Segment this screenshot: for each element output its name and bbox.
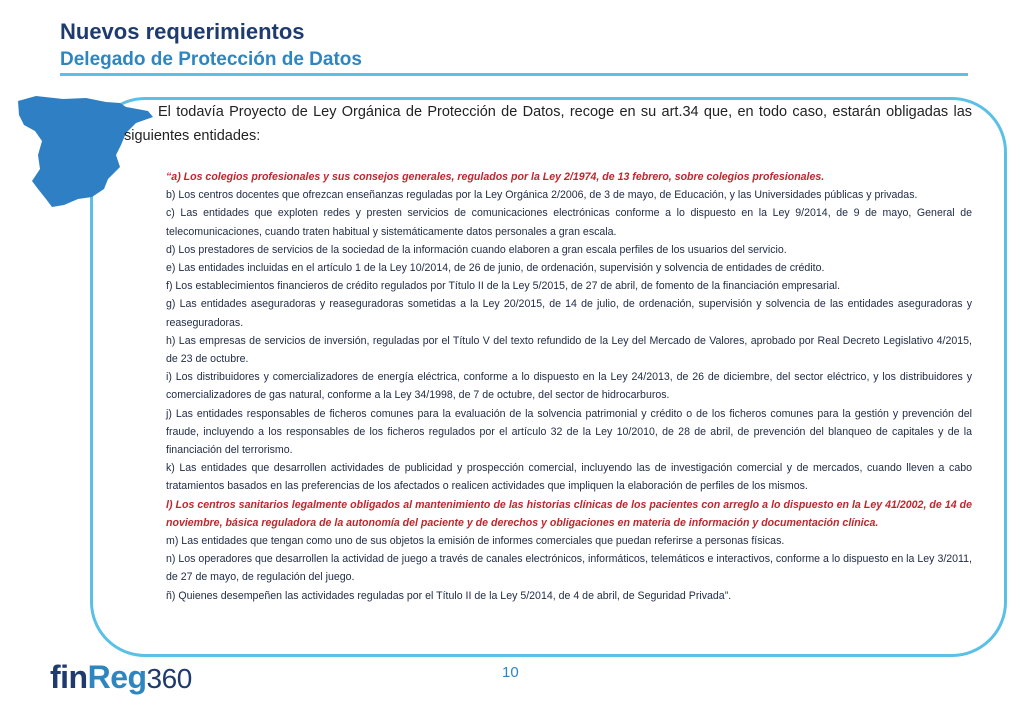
finreg360-logo — [50, 657, 192, 697]
logo-fin: fin — [50, 659, 88, 695]
intro-paragraph — [124, 100, 972, 148]
list-item: f) Los establecimientos financieros de crédito regulados por Título II de la Ley 5/2015, de 27 de abril, de fomento de la financiación empresarial. — [166, 280, 841, 293]
logo-reg: Reg — [87, 659, 147, 695]
list-item: “a) Los colegios profesionales y sus consejos generales, regulados por la Ley 2/1974, de 13 febrero, sobre colegios profesionales. — [166, 171, 825, 183]
list-item: e) Las entidades incluidas en el artículo 1 de la Ley 10/2014, de 26 de junio, de ordenación, supervisión y solvencia de entidades de crédito. — [166, 262, 825, 275]
entities-list — [166, 168, 972, 605]
list-item: k) Las entidades que desarrollen actividades de publicidad y prospección comercial, incluyendo las de investigación comercial y de mercados, cuando lleven a cabo tratamientos basados en las preferencias de los afectados o realicen actividades que impliquen la elaboración de perfiles de los mismos. — [166, 462, 972, 493]
list-item: g) Las entidades aseguradoras y reaseguradoras sometidas a la Ley 20/2015, de 14 de julio, de ordenación, supervisión y solvencia de las entidades aseguradoras y reaseguradoras. — [166, 298, 972, 329]
logo-360: 360 — [146, 663, 192, 694]
page-subtitle: Delegado de Protección de Datos — [60, 49, 362, 70]
intro-law-name: Proyecto de Ley Orgánica de Protección de Datos — [229, 104, 561, 120]
page-number: 10 — [502, 664, 519, 681]
intro-text-4: estarán — [832, 104, 881, 120]
list-item: n) Los operadores que desarrollen la actividad de juego a través de canales electrónicos, informáticos, telemáticos e interactivos, conforme a lo dispuesto en la Ley 3/2011, de 27 de mayo, de regulación del juego. — [166, 553, 972, 584]
list-item: b) Los centros docentes que ofrezcan enseñanzas reguladas por la Ley Orgánica 2/2006, de 3 de mayo, de Educación, y las Universidades públicas y privadas. — [166, 189, 918, 202]
list-item: i) Los distribuidores y comercializadores de energía eléctrica, conforme a lo dispuesto en la Ley 24/2013, de 26 de diciembre, del sector eléctrico, y los distribuidores y comercializadores de gas natural, conforme a la Ley 34/1998, de 7 de octubre, del sector de hidrocarburos. — [166, 371, 972, 402]
list-item: d) Los prestadores de servicios de la sociedad de la información cuando elaboren a gran escala perfiles de los usuarios del servicio. — [166, 243, 787, 256]
list-item: c) Las entidades que exploten redes y presten servicios de comunicaciones electrónicas conforme a lo dispuesto en la Ley 9/2014, de 9 de mayo, General de telecomunicaciones, cuando traten habitual y sistemáticamente datos personales a gran escala. — [166, 207, 972, 238]
intro-text-1: El todavía — [158, 104, 230, 120]
list-item: j) Las entidades responsables de ficheros comunes para la evaluación de la solvencia patrimonial y crédito o de los ficheros comunes para la gestión y prevención del fraude, incluyendo a los responsables de los ficheros regulados por el artículo 32 de la Ley 10/2010, de 28 de abril, de prevención del blanqueo de capitales y de la financiación del terrorismo. — [166, 407, 972, 457]
list-item: m) Las entidades que tengan como uno de sus objetos la emisión de informes comerciales que puedan referirse a personas físicas. — [166, 535, 785, 548]
page-title: Nuevos requerimientos — [60, 19, 305, 44]
title-divider — [60, 73, 968, 76]
intro-text-5: obligadas las siguientes entidades: — [124, 104, 973, 144]
list-item: h) Las empresas de servicios de inversión, reguladas por el Título V del texto refundido de la Ley del Mercado de Valores, aprobado por Real Decreto Legislativo 4/2015, de 23 de octubre. — [166, 334, 972, 366]
list-item: ñ) Quienes desempeñen las actividades reguladas por el Título II de la Ley 5/2014, de 4 de abril, de Seguridad Privada”. — [166, 589, 732, 602]
intro-text-3: , recoge en su art.34 que, en todo caso, — [560, 104, 833, 120]
list-item: l) Los centros sanitarios legalmente obligados al mantenimiento de las historias clínicas de los pacientes con arreglo a lo dispuesto en la Ley 41/2002, de 14 de noviembre, básica reguladora de la autonomía del paciente y de derechos y obligaciones en materia de información y documentación clínica. — [166, 498, 972, 529]
